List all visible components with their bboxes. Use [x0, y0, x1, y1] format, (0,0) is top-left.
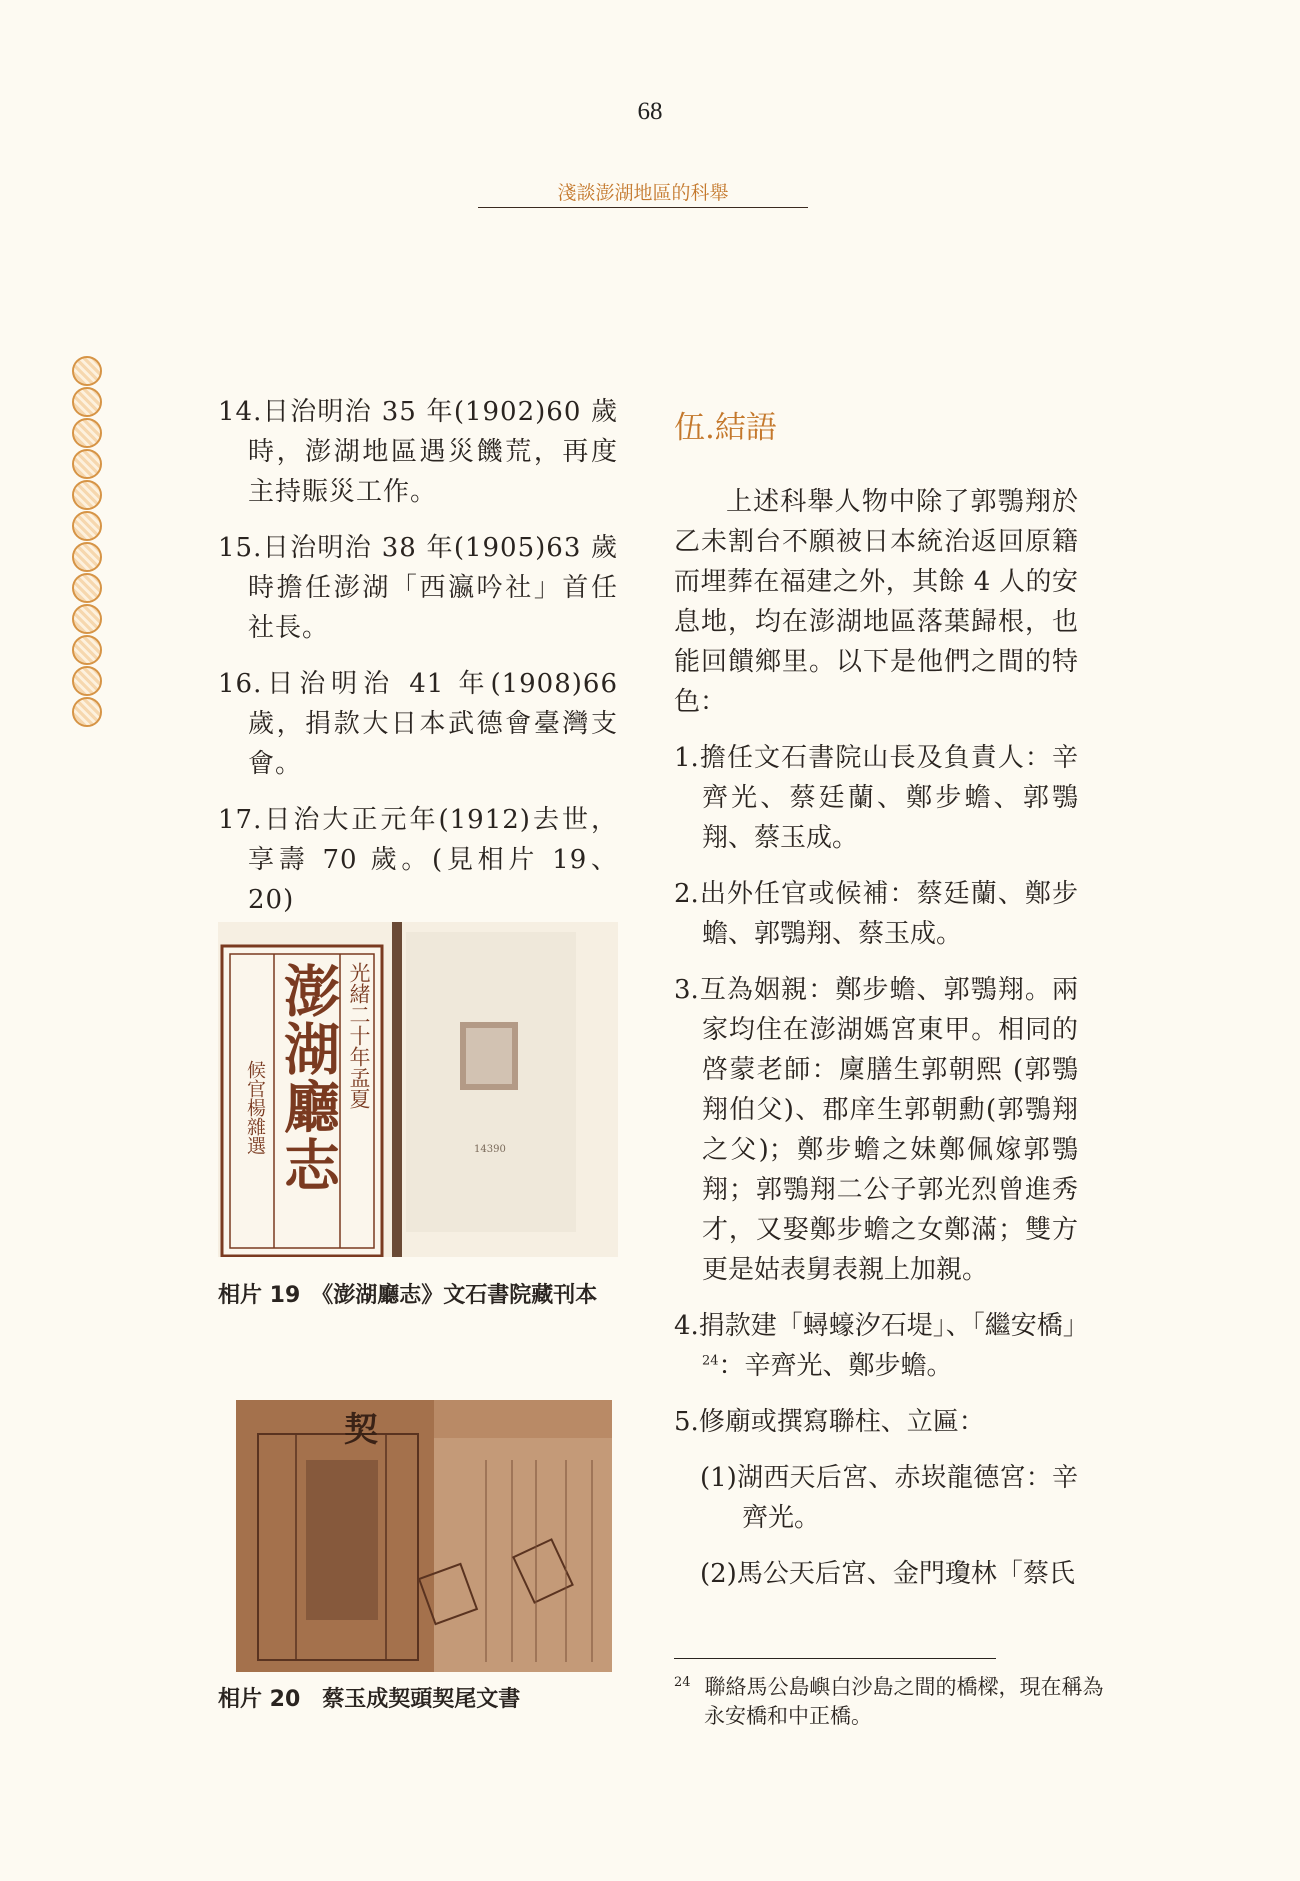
footnote-text: 聯絡馬公島嶼白沙島之間的橋樑，現在稱為永安橋和中正橋。	[704, 1675, 1104, 1728]
list-item: 1.擔任文石書院山長及負責人：辛齊光、蔡廷蘭、鄭步蟾、郭鶚翔、蔡玉成。	[674, 743, 1078, 853]
sub-list-item: (2)馬公天后宮、金門瓊林「蔡氏	[700, 1559, 1075, 1589]
list-item: 14.日治明治 35 年(1902)60 歲時，澎湖地區遇災饑荒，再度主持賑災工作。	[218, 397, 618, 507]
slip-number: 14390	[474, 1144, 506, 1155]
item-4-text: 4.捐款建「蟳蠔汐石堤」、「繼安橋」	[674, 1311, 1089, 1341]
footnote-mark: 24	[674, 1675, 691, 1690]
item-4-rest: ：辛齊光、鄭步蟾。	[718, 1351, 953, 1381]
left-column	[218, 392, 618, 936]
page-number: 68	[637, 98, 663, 125]
cover-title: 澎湖廳志	[275, 962, 341, 1194]
list-item: 3.互為姻親：鄭步蟾、郭鶚翔。兩家均住在澎湖媽宮東甲。相同的啓蒙老師：廩膳生郭朝熙 (郭鶚翔伯父)、郡庠生郭朝勳(郭鶚翔之父)；鄭步蟾之妹鄭佩嫁郭鶚翔；郭鶚翔二公子郭光烈曾進秀才，又娶鄭步蟾之女鄭滿；雙方更是姑表舅表親上加親。	[674, 975, 1078, 1285]
intro-paragraph: 上述科舉人物中除了郭鶚翔於乙未割台不願被日本統治返回原籍而埋葬在福建之外，其餘 4 人的安息地，均在澎湖地區落葉歸根，也能回饋鄉里。以下是他們之間的特色：	[674, 487, 1078, 717]
section-title: 伍.結語	[674, 410, 777, 446]
list-item	[674, 1306, 1089, 1386]
footnote-divider	[674, 1658, 996, 1659]
running-header: 淺談澎湖地區的科舉	[478, 178, 808, 208]
cover-bottom-text: 候官楊雜選	[244, 1060, 266, 1155]
cover-side-text: 光緒二十年孟夏	[347, 962, 371, 1109]
list-item: 15.日治明治 38 年(1905)63 歲時擔任澎湖「西瀛吟社」首任社長。	[218, 533, 618, 643]
margin-ornament	[72, 356, 106, 728]
right-column	[674, 408, 1089, 1610]
footnote-ref: 24	[702, 1353, 719, 1369]
photo-19-book-cover	[218, 922, 618, 1257]
list-item: 16.日治明治 41 年(1908)66 歲，捐款大日本武德會臺灣支會。	[218, 669, 618, 779]
contract-heading: 契	[344, 1410, 378, 1450]
photo-20-contract	[236, 1400, 612, 1672]
footnote	[674, 1668, 1108, 1731]
sub-list-item: (1)湖西天后宮、赤崁龍德宮：辛齊光。	[700, 1463, 1078, 1533]
photo-20-caption: 相片 20 蔡玉成契頭契尾文書	[218, 1687, 521, 1712]
photo-19-caption: 相片 19 《澎湖廳志》文石書院藏刊本	[218, 1283, 598, 1308]
list-item: 5.修廟或撰寫聯柱、立匾：	[674, 1407, 985, 1437]
list-item: 2.出外任官或候補：蔡廷蘭、鄭步蟾、郭鶚翔、蔡玉成。	[674, 879, 1078, 949]
list-item: 17.日治大正元年(1912)去世，享壽 70 歲。(見相片 19、20)	[218, 805, 618, 915]
